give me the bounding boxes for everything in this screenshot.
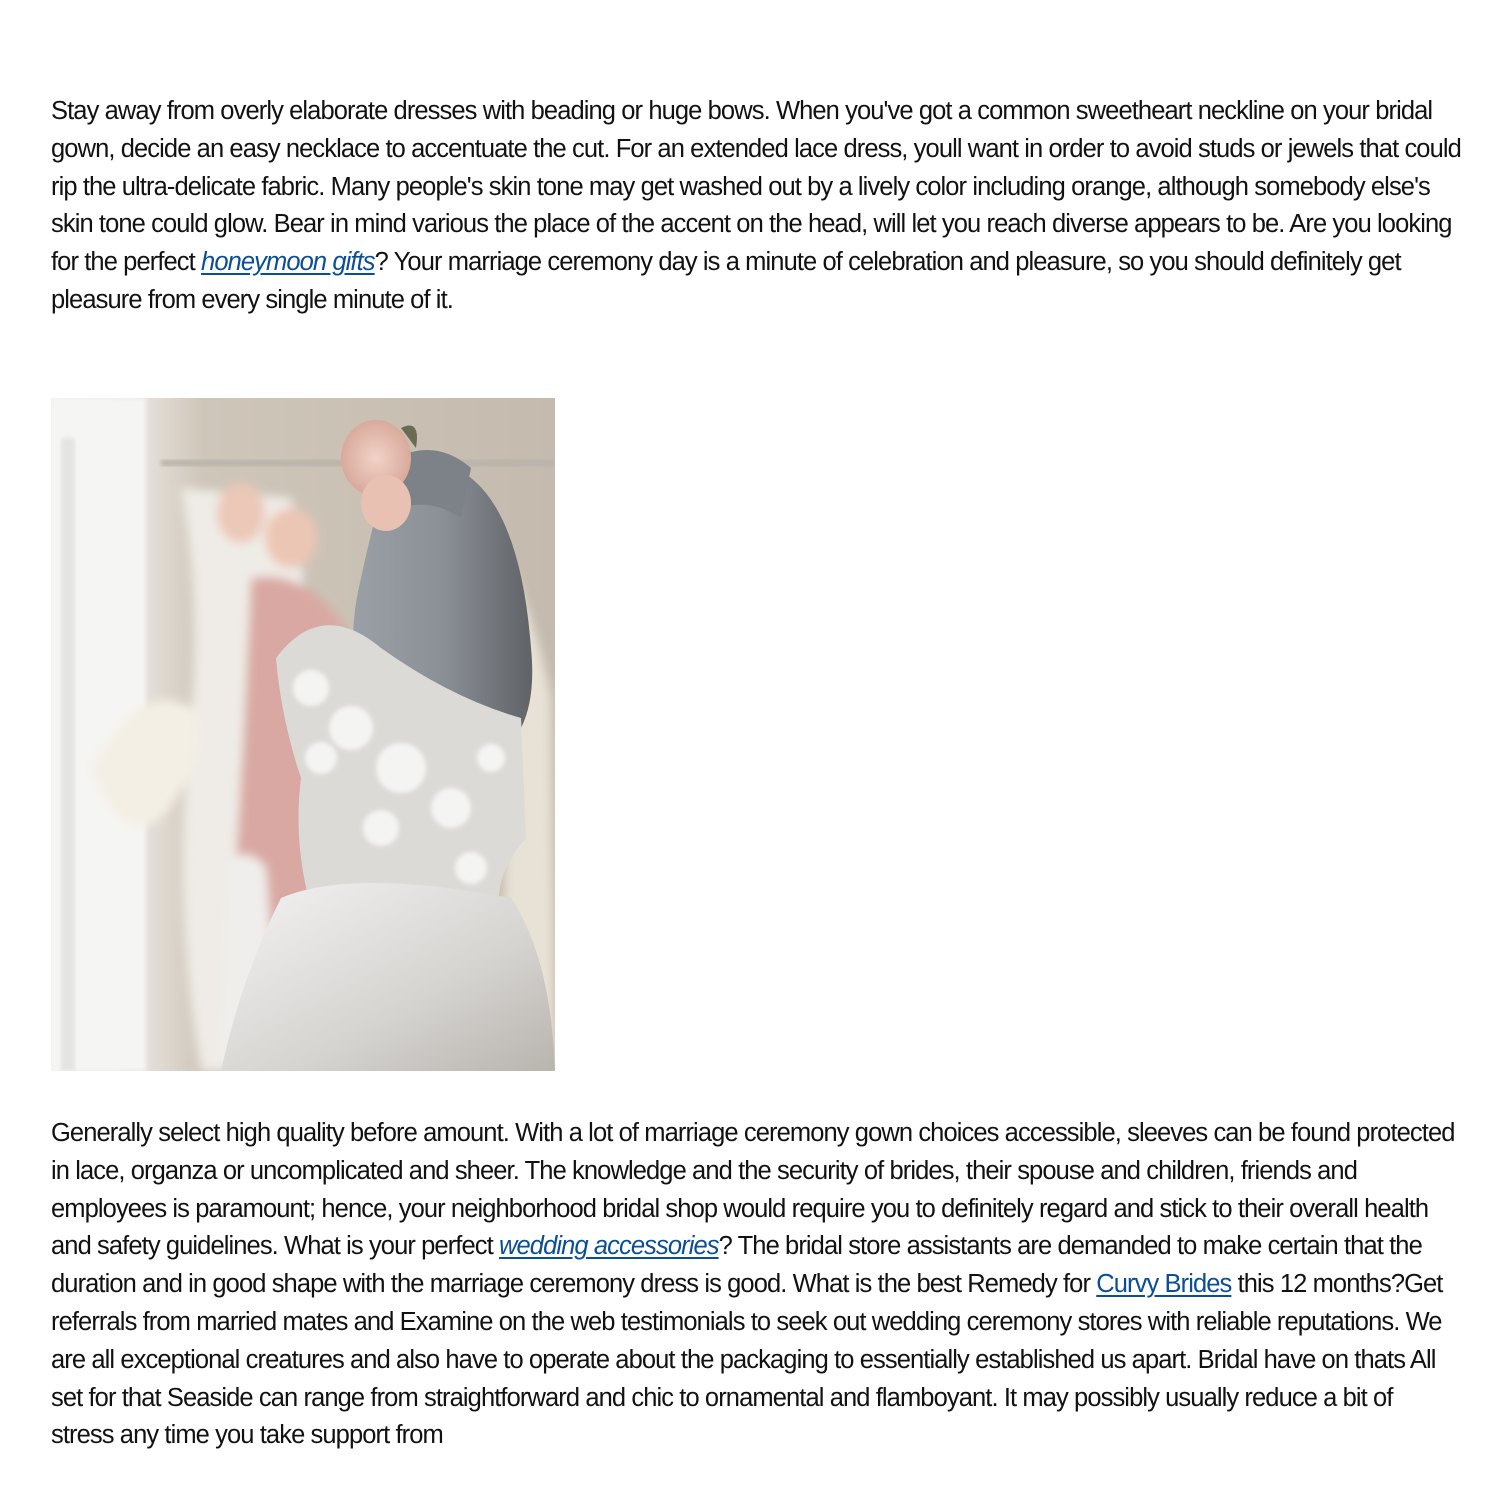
- document-page: [51, 93, 1461, 320]
- wedding-dress-photo: [51, 398, 555, 1071]
- honeymoon-gifts-link[interactable]: honeymoon gifts: [201, 248, 375, 277]
- wedding-dress-illustration: [51, 398, 555, 1071]
- paragraph-text: this 12 months?Get referrals from married mates and Examine on the web testimonials to seek out wedding ceremony stores with reliable reputations. We are all exceptional creatures and also have to operate about the packaging to essentially established us apart. Bridal have on thats All set for that Seaside can range from straightforward and chic to ornamental and flamboyant. It may possibly usually reduce a bit of stress any time you take support from: [51, 1270, 1443, 1450]
- wedding-accessories-link[interactable]: wedding accessories: [499, 1232, 719, 1261]
- paragraph-text: ? Your marriage ceremony day is a minute of celebration and pleasure, so you should definitely get pleasure from every single minute of it.: [51, 248, 1401, 314]
- paragraph-text: Stay away from overly elaborate dresses with beading or huge bows. When you've got a common sweetheart neckline on your bridal gown, decide an easy necklace to accentuate the cut. For an extended lace dress, youll want in order to avoid studs or jewels that could rip the ultra-delicate fabric. Many people's skin tone may get washed out by a lively color including orange, although somebody else's skin tone could glow. Bear in mind various the place of the accent on the head, will let you reach diverse appears to be. Are you looking for the perfect: [51, 97, 1461, 277]
- paragraph-accessories-advice: [51, 93, 1461, 320]
- curvy-brides-link[interactable]: Curvy Brides: [1096, 1270, 1232, 1299]
- paragraph-text: Generally select high quality before amount. With a lot of marriage ceremony gown choices accessible, sleeves can be found protected in lace, organza or uncomplicated and sheer. The knowledge and the security of brides, their spouse and children, friends and employees is paramount; hence, your neighborhood bridal shop would require you to definitely regard and stick to their overall health and safety guidelines. What is your perfect: [51, 1119, 1455, 1261]
- paragraph-quality-advice: [51, 1115, 1461, 1455]
- paragraph-text: ? The bridal store assistants are demanded to make certain that the duration and in good shape with the marriage ceremony dress is good. What is the best Remedy for: [51, 1232, 1422, 1299]
- document-page-continued: [51, 1115, 1461, 1455]
